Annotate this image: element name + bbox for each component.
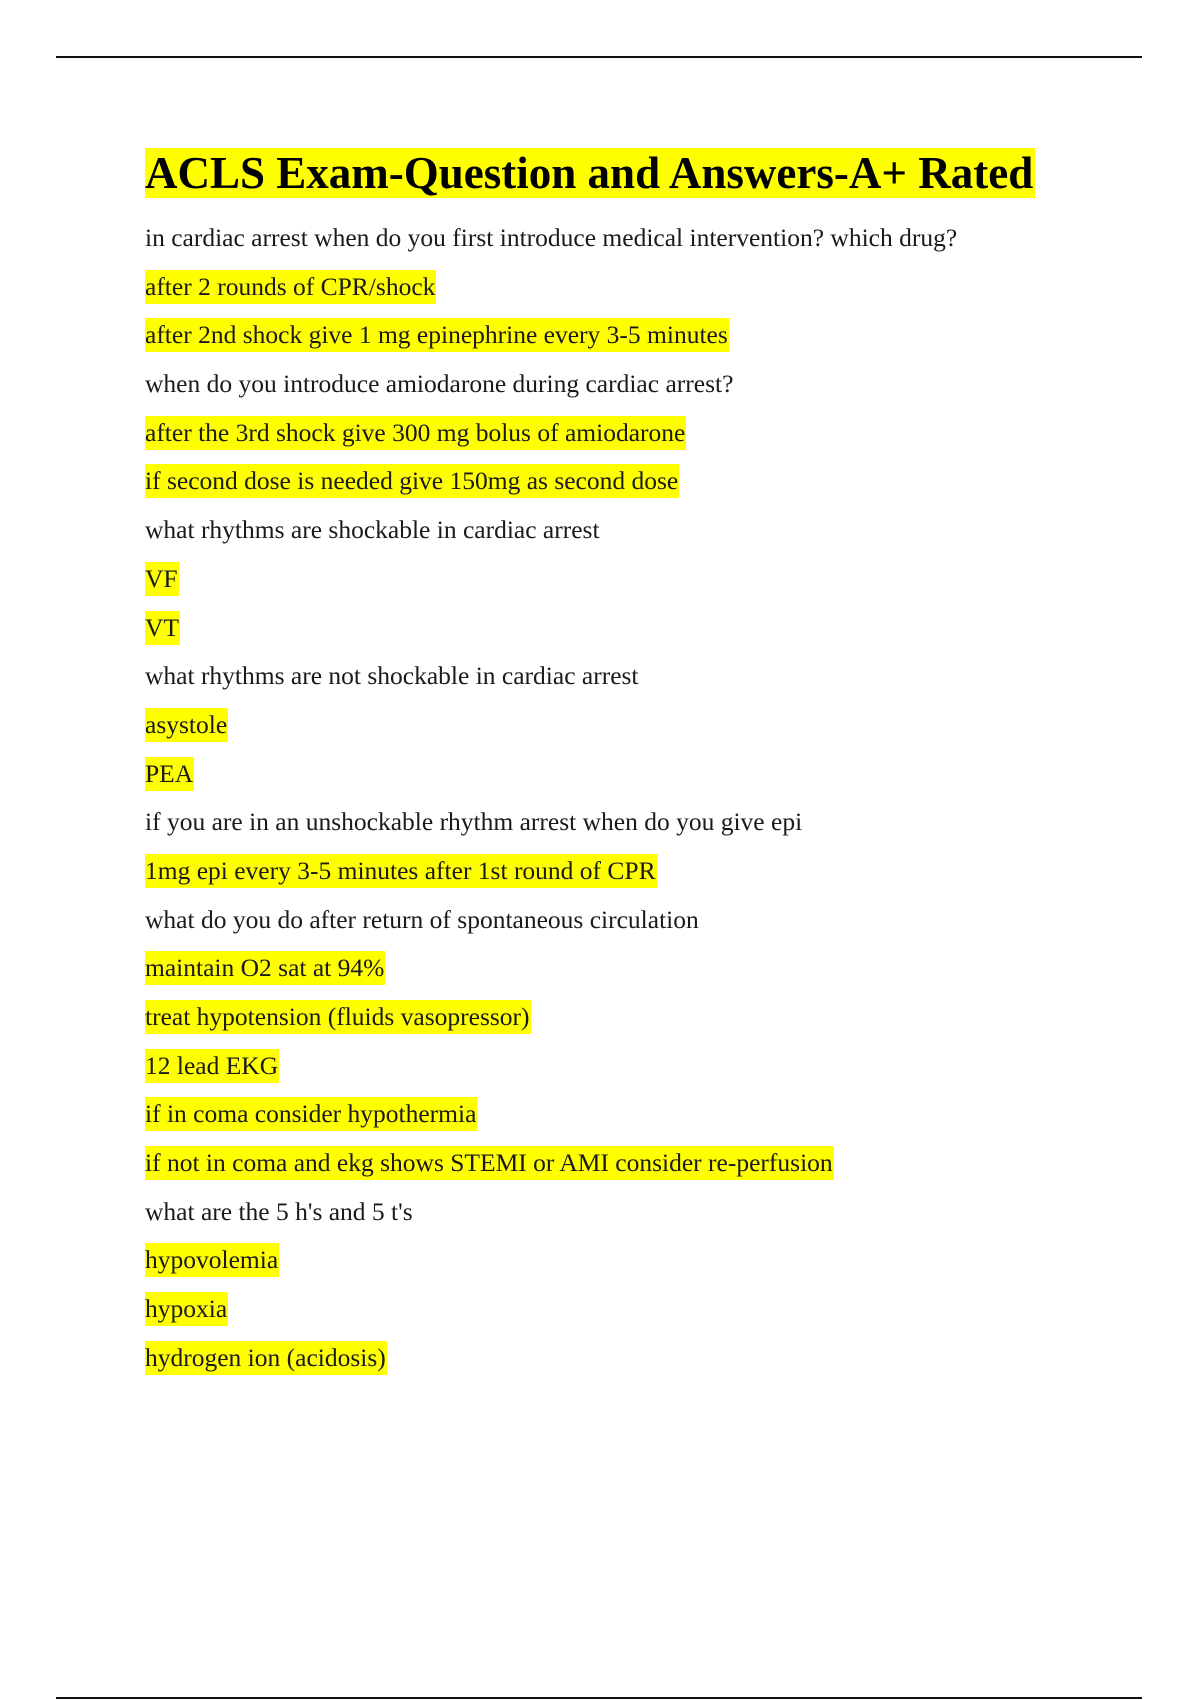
top-rule — [56, 56, 1142, 58]
question-line: what are the 5 h's and 5 t's — [145, 1196, 413, 1226]
answer-line: if in coma consider hypothermia — [145, 1099, 1075, 1148]
answer-line: maintain O2 sat at 94% — [145, 953, 1075, 1002]
question-line: when do you introduce amiodarone during cardiac arrest? — [145, 369, 734, 399]
document-title-text: ACLS Exam-Question and Answers-A+ Rated — [145, 148, 1034, 198]
qa-list — [145, 223, 1075, 1392]
question-line: what do you do after return of spontaneous circulation — [145, 904, 699, 934]
answer-line: 1mg epi every 3-5 minutes after 1st round of CPR — [145, 856, 1075, 905]
document-title — [145, 146, 1075, 201]
answer-line: VF — [145, 564, 1075, 613]
answer-line: treat hypotension (fluids vasopressor) — [145, 1002, 1075, 1051]
question-line: what rhythms are not shockable in cardiac arrest — [145, 661, 639, 691]
answer-line: 12 lead EKG — [145, 1051, 1075, 1100]
question-line: if you are in an unshockable rhythm arrest when do you give epi — [145, 807, 803, 837]
document-body — [145, 146, 1075, 1392]
answer-line: after the 3rd shock give 300 mg bolus of amiodarone — [145, 418, 1075, 467]
answer-line: if second dose is needed give 150mg as second dose — [145, 466, 1075, 515]
answer-line: VT — [145, 613, 1075, 662]
answer-line: hypoxia — [145, 1294, 1075, 1343]
answer-line: after 2nd shock give 1 mg epinephrine every 3-5 minutes — [145, 320, 1075, 369]
answer-line: PEA — [145, 759, 1075, 808]
answer-line: hydrogen ion (acidosis) — [145, 1343, 1075, 1392]
question-line: what rhythms are shockable in cardiac arrest — [145, 515, 600, 545]
answer-line: asystole — [145, 710, 1075, 759]
question-line: in cardiac arrest when do you first introduce medical intervention? which drug? — [145, 223, 958, 252]
bottom-rule — [56, 1697, 1142, 1699]
answer-line: if not in coma and ekg shows STEMI or AMI consider re-perfusion — [145, 1148, 1075, 1197]
answer-line: after 2 rounds of CPR/shock — [145, 272, 1075, 321]
answer-line: hypovolemia — [145, 1245, 1075, 1294]
